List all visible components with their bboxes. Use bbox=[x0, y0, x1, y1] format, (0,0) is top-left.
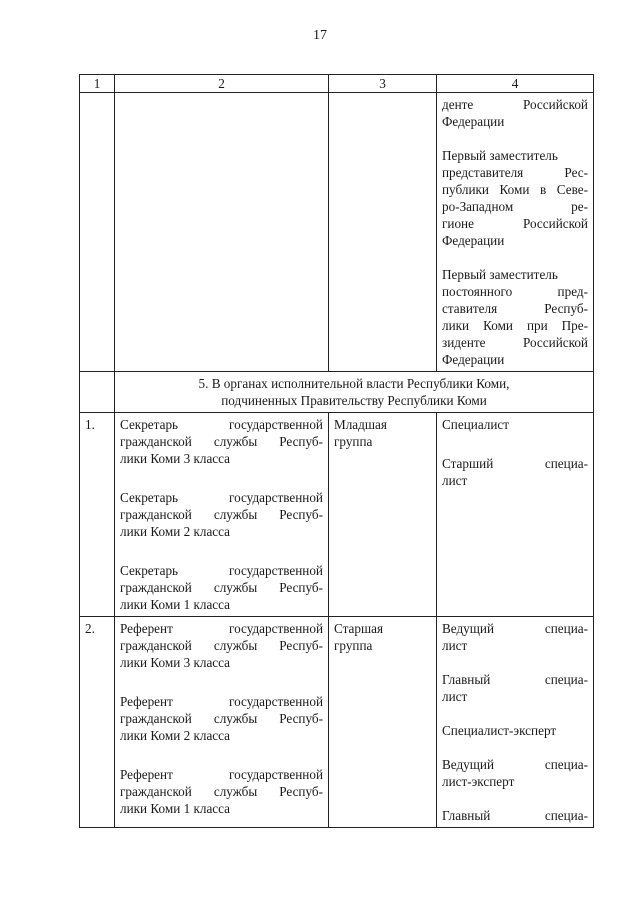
header-col-1: 1 bbox=[80, 75, 115, 93]
header-col-3: 3 bbox=[329, 75, 437, 93]
class-rank: Секретарь государственной гражданской службы Респуб- лики Коми 2 класса bbox=[120, 490, 323, 539]
group-name: Младшая группа bbox=[329, 413, 437, 617]
position-block: денте Российской Федерации bbox=[442, 97, 588, 129]
header-col-2: 2 bbox=[115, 75, 329, 93]
class-rank-list bbox=[115, 617, 329, 828]
rank-table bbox=[79, 74, 594, 828]
header-col-4: 4 bbox=[437, 75, 594, 93]
class-rank-list bbox=[115, 413, 329, 617]
class-rank: Референт государственной гражданской службы Респуб- лики Коми 1 класса bbox=[120, 767, 323, 816]
row-number: 2. bbox=[80, 617, 115, 828]
table-row bbox=[80, 413, 594, 617]
row-number: 1. bbox=[80, 413, 115, 617]
position-block: Первый заместитель представителя Рес- публики Коми в Севе- ро-Западном ре- гионе Российской Федерации bbox=[442, 148, 588, 248]
class-rank: Секретарь государственной гражданской службы Респуб- лики Коми 3 класса bbox=[120, 417, 323, 466]
position-block: Первый заместитель постоянного пред- ставителя Респуб- лики Коми при Пре- зиденте Российской Федерации bbox=[442, 267, 588, 367]
table-row-continuation bbox=[80, 93, 594, 372]
position-list: Специалист Старший специа- лист bbox=[437, 413, 594, 617]
group-name: Старшая группа bbox=[329, 617, 437, 828]
section-heading: 5. В органах исполнительной власти Республики Коми, подчиненных Правительству Республики Коми bbox=[115, 372, 594, 413]
class-rank: Секретарь государственной гражданской службы Респуб- лики Коми 1 класса bbox=[120, 563, 323, 612]
table-header-row bbox=[80, 75, 594, 93]
table-row bbox=[80, 617, 594, 828]
class-rank: Референт государственной гражданской службы Респуб- лики Коми 3 класса bbox=[120, 621, 323, 670]
section-row bbox=[80, 372, 594, 413]
position-list bbox=[437, 93, 594, 372]
class-rank: Референт государственной гражданской службы Респуб- лики Коми 2 класса bbox=[120, 694, 323, 743]
page-number: 17 bbox=[313, 28, 327, 43]
position-list: Ведущий специа- лист Главный специа- лист Специалист-эксперт Ведущий специа- лист-эксперт Главный специа- bbox=[437, 617, 594, 828]
